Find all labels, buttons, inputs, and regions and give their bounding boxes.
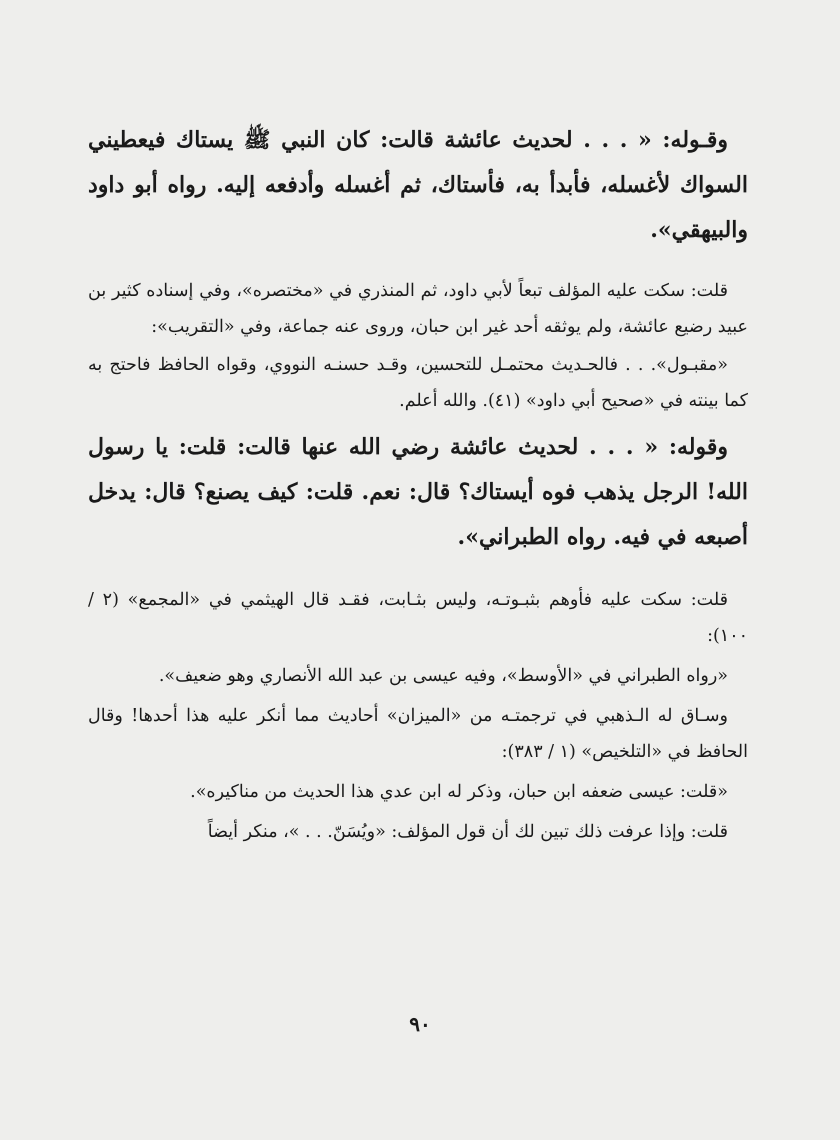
paragraph-commentary-isnad: قلت: سكت عليه المؤلف تبعاً لأبي داود، ثم المنذري في «مختصره»، وفي إسناده كثير بن عبيد رضيع عائشة، ولم يوثقه أحد غير ابن حبان، وروى عنه جماعة، وفي «التقريب»: <box>88 281 748 337</box>
paragraph-commentary-taqrib: «مقبـول». . . فالحـديث محتمـل للتحسين، وقـد حسنـه النووي، وقواه الحافظ فاحتج به كما بينته في «صحيح أبي داود» (٤١). والله أعلم. <box>88 355 748 411</box>
paragraph-quote-talkhis: «قلت: عيسى ضعفه ابن حبان، وذكر له ابن عدي هذا الحديث من مناكيره». <box>190 782 728 802</box>
paragraph-commentary-dhahabi: وسـاق له الـذهبي في ترجمتـه من «الميزان» أحاديث مما أنكر عليه هذا أحدها! وقال الحافظ في «التلخيص» (١ / ٣٨٣): <box>88 706 748 762</box>
paragraph-commentary-conclusion: قلت: وإذا عرفت ذلك تبين لك أن قول المؤلف: «ويُسَنّ. . . »، منكر أيضاً <box>207 822 728 842</box>
paragraph-quote-majma: «رواه الطبراني في «الأوسط»، وفيه عيسى بن عبد الله الأنصاري وهو ضعيف». <box>158 666 728 686</box>
paragraph-quote-hadith-siwak: وقـوله: « . . . لحديث عائشة قالت: كان النبي ﷺ يستاك فيعطيني السواك لأغسله، فأبدأ به، فأستاك، ثم أغسله وأدفعه إليه. رواه أبو داود والبيهقي». <box>88 127 748 243</box>
paragraph-commentary-haythami: قلت: سكت عليه فأوهم بثبـوتـه، وليس بثـابت، فقـد قال الهيثمي في «المجمع» (٢ / ١٠٠): <box>88 590 748 646</box>
page-body <box>88 118 748 856</box>
paragraph-quote-hadith-finger: وقوله: « . . . لحديث عائشة رضي الله عنها قالت: قلت: يا رسول الله! الرجل يذهب فوه أيستاك؟ قال: نعم. قلت: كيف يصنع؟ قال: يدخل أصبعه في فيه. رواه الطبراني». <box>88 434 748 550</box>
page-number: ٩٠ <box>409 1012 431 1036</box>
